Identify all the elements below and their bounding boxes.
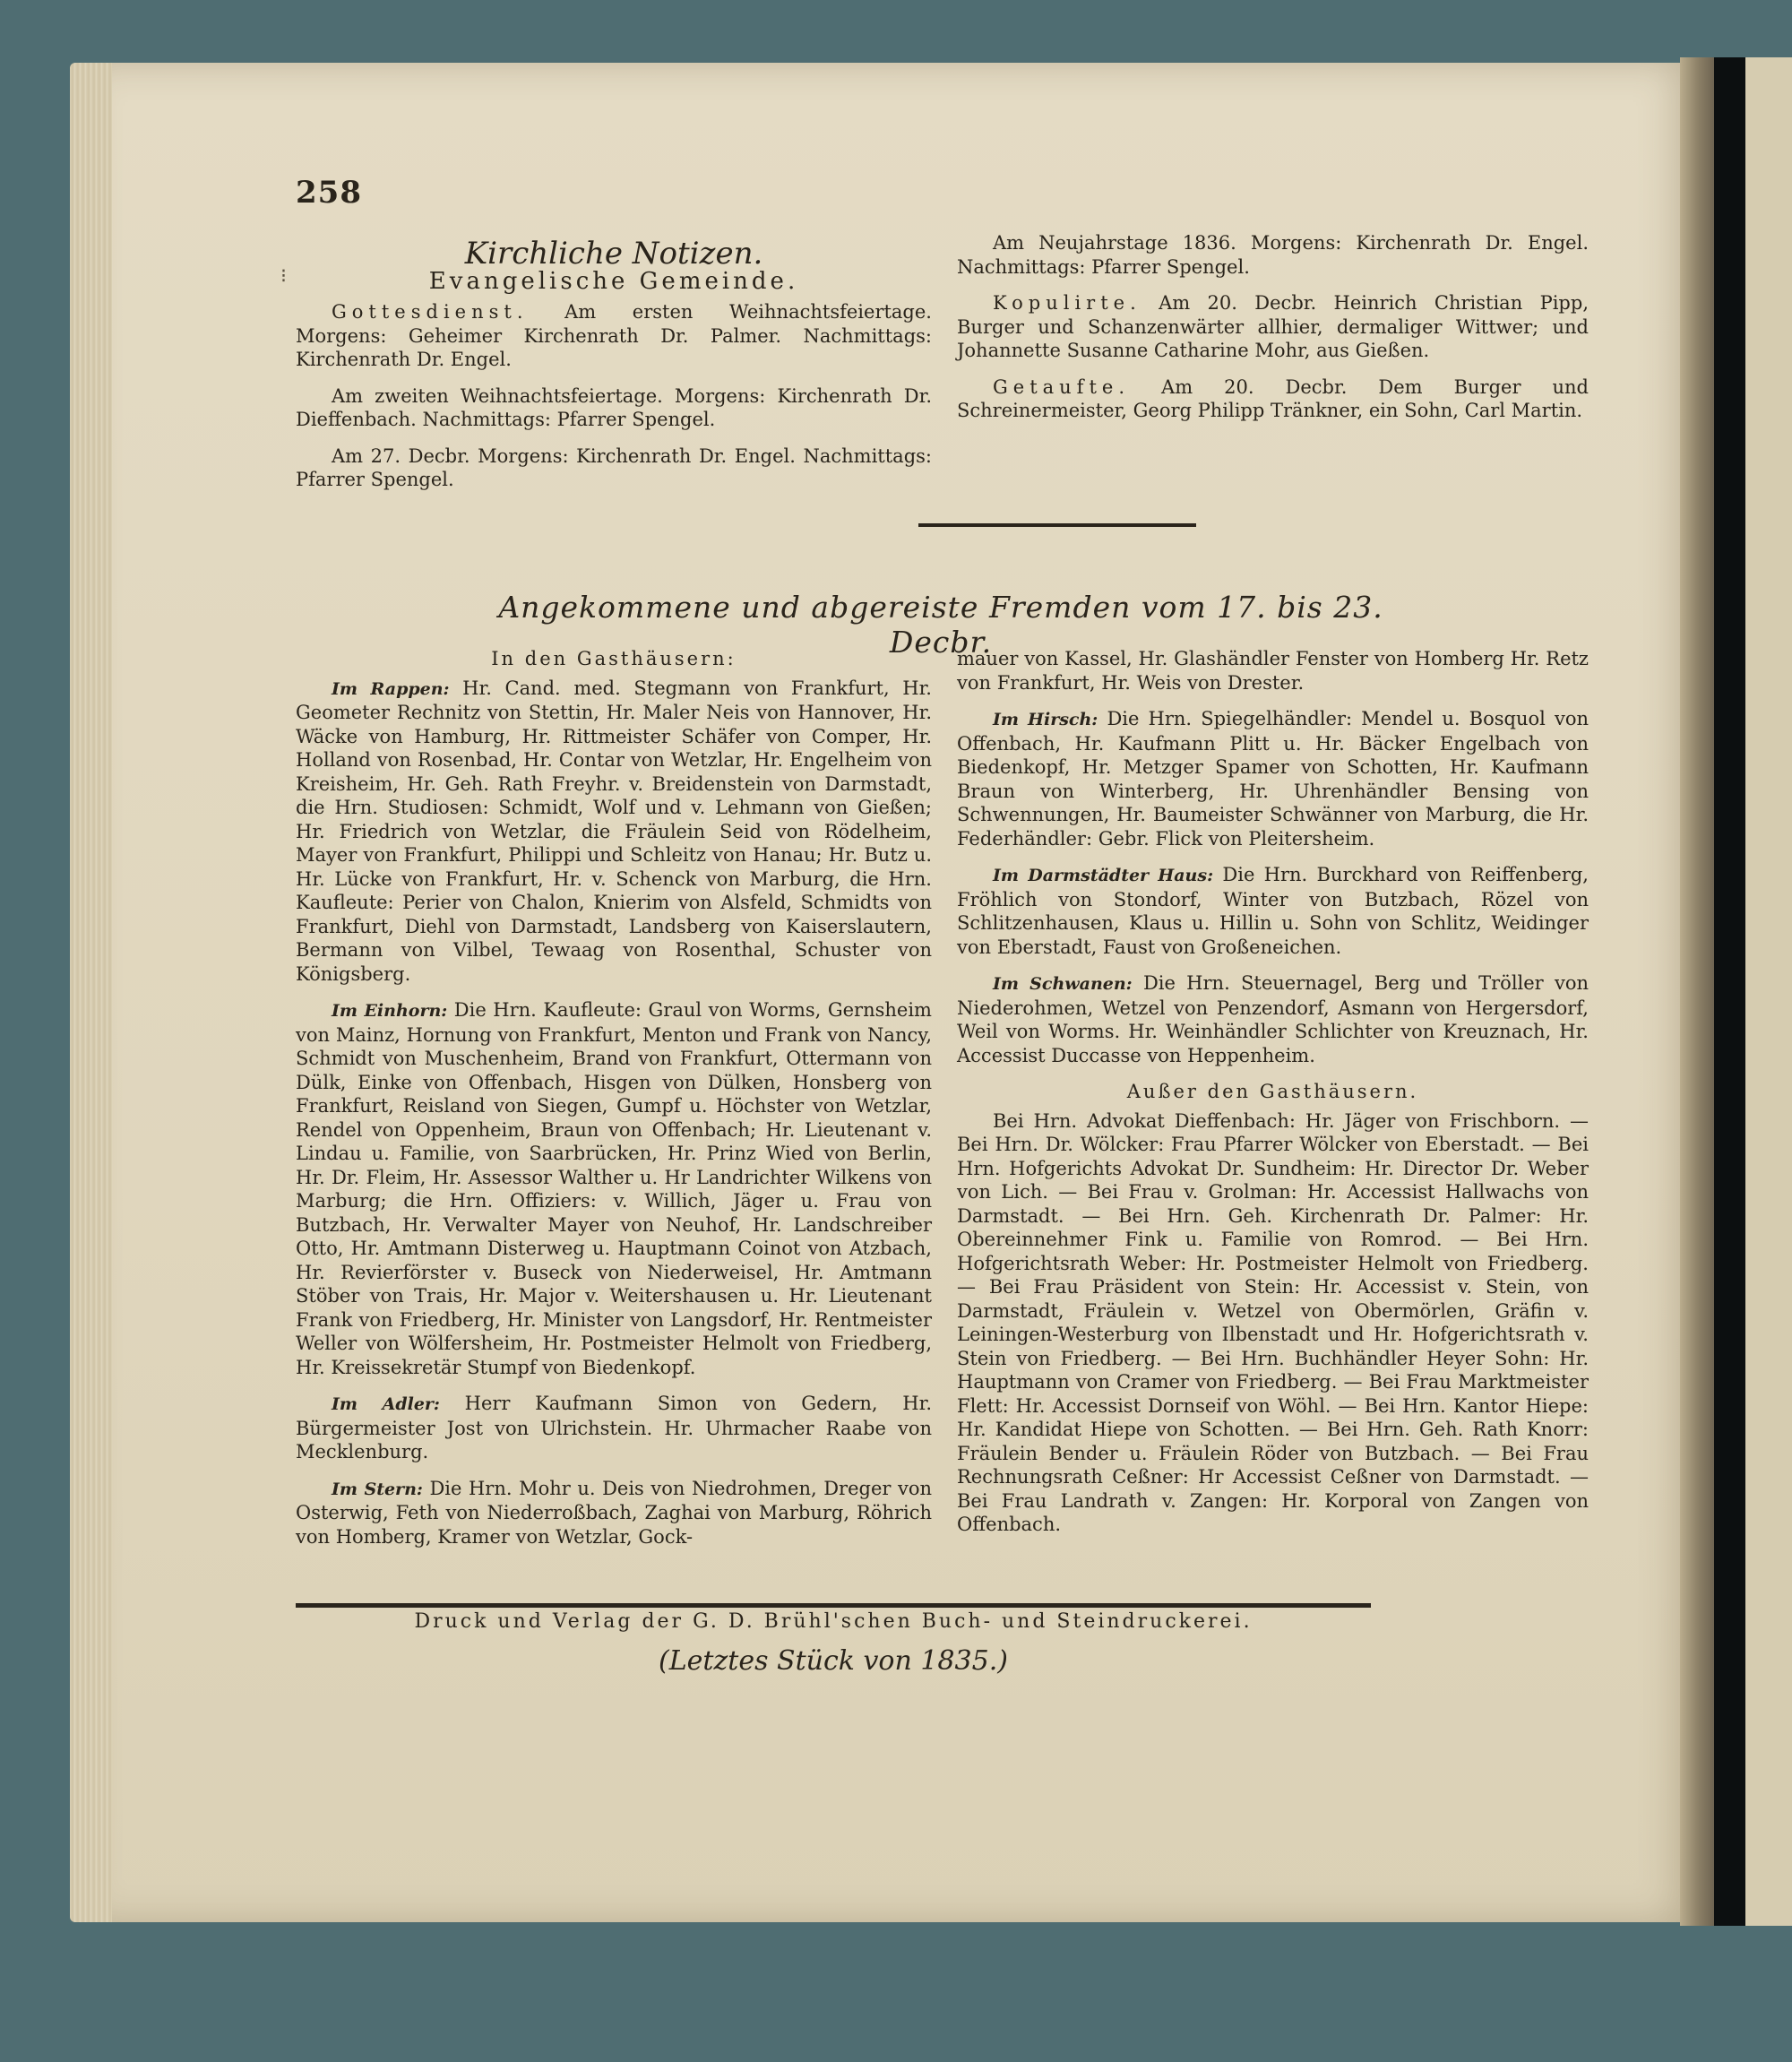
inn-entry-adler: Im Adler: Herr Kaufmann Simon von Gedern, Hr. Bürgermeister Jost von Ulrichstein. Hr. Uhrmacher Raabe von Mecklenburg. [296, 1393, 932, 1462]
private-lodgings-entry: Bei Hrn. Advokat Dieffenbach: Hr. Jäger von Frischborn. — Bei Hrn. Dr. Wölcker: Frau Pfarrer Wölcker von Eberstadt. — Bei Hrn. Hofgerichts Advokat Dr. Sundheim: Hr. Director Dr. Weber von Lich. — Bei Frau v. Grolman: Hr. Accessist Hallwachs von Darmstadt. — Bei Hrn. Geh. Kirchenrath Dr. Palmer: Hr. Obereinnehmer Fink u. Familie von Romrod. — Bei Hrn. Hofgerichtsrath Weber: Hr. Postmeister Helmolt von Friedberg. — Bei Frau Präsident von Stein: Hr. Accessist v. Stein, von Darmstadt, Fräulein v. Wetzel von Obermörlen, Gräfin v. Leiningen-Westerburg von Ilbenstadt und Hr. Hofgerichtsrath v. Stein von Friedberg. — Bei Hrn. Buchhändler Heyer Sohn: Hr. Hauptmann von Cramer von Friedberg. — Bei Frau Marktmeister Flett: Hr. Accessist Dornseif von Wöhl. — Bei Hrn. Kantor Hiepe: Hr. Kandidat Hiepe von Schotten. — Bei Hrn. Geh. Rath Knorr: Fräulein Bender u. Fräulein Röder von Butzbach. — Bei Frau Rechnungsrath Ceßner: Hr Accessist Ceßner von Darmstadt. — Bei Frau Landrath v. Zangen: Hr. Korporal von Zangen von Offenbach. [957, 1109, 1589, 1535]
church-notes-column [296, 236, 932, 505]
next-page-edge [1714, 57, 1792, 1926]
margin-mark: ⁝ [280, 265, 287, 288]
church-notes-title: Kirchliche Notizen. [464, 236, 763, 272]
visitors-left-column [296, 647, 932, 1561]
section-divider [918, 523, 1196, 527]
marriages-paragraph: Kopulirte. Am 20. Decbr. Heinrich Christian Pipp, Burger und Schanzenwärter allhier, dermaliger Wittwer; und Johannette Susanne Catharine Mohr, aus Gießen. [957, 292, 1589, 361]
church-notes-paragraph: Am 27. Decbr. Morgens: Kirchenrath Dr. Engel. Nachmittags: Pfarrer Spengel. [296, 444, 932, 490]
page-number: 258 [296, 175, 362, 211]
inns-subheading: In den Gasthäusern: [491, 648, 737, 669]
inn-entry-rappen: Im Rappen: Hr. Cand. med. Stegmann von Frankfurt, Hr. Geometer Rechnitz von Stettin, Hr. Maler Neis von Hannover, Hr. Wäcke von Hamburg, Hr. Rittmeister Schäfer von Comper, Hr. Holland von Rosenbad, Hr. Contar von Wetzlar, Hr. Engelheim von Kreisheim, Hr. Geh. Rath Freyhr. v. Breidenstein von Darmstadt, die Hrn. Studiosen: Schmidt, Wolf und v. Lehmann von Gießen; Hr. Friedrich von Wetzlar, die Fräulein Seid von Rödelheim, Mayer von Frankfurt, Philippi und Schleitz von Hanau; Hr. Butz u. Hr. Lücke von Frankfurt, Hr. v. Schenck von Marburg, die Hrn. Kaufleute: Perier von Chalon, Knierim von Alsfeld, Schmidts von Frankfurt, Diehl von Darmstadt, Landsberg von Kaiserslautern, Bermann von Vilbel, Tewaag von Rosenthal, Schuster von Königsberg. [296, 677, 932, 985]
visitors-heading: Angekommene und abgereiste Fremden vom 17. bis 23. Decbr. [498, 590, 1383, 660]
private-lodgings-subheading: Außer den Gasthäusern. [1126, 1081, 1419, 1102]
baptisms-paragraph: Getaufte. Am 20. Decbr. Dem Burger und Schreinermeister, Georg Philipp Tränkner, ein Sohn, Carl Martin. [957, 375, 1589, 421]
inn-entry-stern: Im Stern: Die Hrn. Mohr u. Deis von Niedrohmen, Dreger von Osterwig, Feth von Niederroßbach, Zaghai von Marburg, Röhrich von Homberg, Kramer von Wetzlar, Gock- [296, 1477, 932, 1548]
last-issue-note: (Letztes Stück von 1835.) [659, 1645, 1008, 1677]
inn-entry-darmstaedter-haus: Im Darmstädter Haus: Die Hrn. Burckhard von Reiffenberg, Fröhlich von Stondorf, Winter von Butzbach, Rözel von Schlitzenhausen, Klaus u. Hillin u. Sohn von Schlitz, Weidinger von Eberstadt, Faust von Großeneichen. [957, 864, 1589, 958]
inn-entry-hirsch: Im Hirsch: Die Hrn. Spiegelhändler: Mendel u. Bosquol von Offenbach, Hr. Kaufmann Plitt u. Hr. Bäcker Engelbach von Biedenkopf, Hr. Metzger Spamer von Schotten, Hr. Kaufmann Braun von Winterberg, Hr. Uhrenhändler Bensing von Schwennungen, Hr. Baumeister Schwänner von Marburg, die Hr. Federhändler: Gebr. Flick von Pleitersheim. [957, 708, 1589, 850]
inn-entry-continued: mauer von Kassel, Hr. Glashändler Fenster von Homberg Hr. Retz von Frankfurt, Hr. Weis von Drester. [957, 648, 1589, 694]
church-notes-subtitle: Evangelische Gemeinde. [428, 267, 799, 295]
inn-entry-einhorn: Im Einhorn: Die Hrn. Kaufleute: Graul von Worms, Gernsheim von Mainz, Hornung von Frankfurt, Menton und Frank von Nancy, Schmidt von Muschenheim, Brand von Frankfurt, Ottermann von Dülk, Einke von Offenbach, Hisgen von Dülken, Honsberg von Frankfurt, Reisland von Siegen, Gumpf u. Höchster von Wetzlar, Rendel von Oppenheim, Braun von Offenbach; Hr. Lieutenant v. Lindau u. Familie, von Saarbrücken, Hr. Prinz Wied von Berlin, Hr. Dr. Fleim, Hr. Assessor Walther u. Hr Landrichter Wilkens von Marburg; die Hrn. Offiziers: v. Willich, Jäger u. Frau von Butzbach, Hr. Verwalter Mayer von Neuhof, Hr. Landschreiber Otto, Hr. Amtmann Disterweg u. Hauptmann Coinot von Atzbach, Hr. Revierförster v. Buseck von Niederweisel, Hr. Amtmann Stöber von Trais, Hr. Major v. Weitershausen u. Hr. Lieutenant Frank von Friedberg, Hr. Minister von Langsdorf, Hr. Rentmeister Weller von Wölfersheim, Hr. Postmeister Helmolt von Friedberg, Hr. Kreissekretär Stumpf von Biedenkopf. [296, 999, 932, 1378]
book-gutter [1680, 57, 1714, 1926]
church-notes-continued-column [957, 231, 1589, 436]
church-notes-paragraph: Am zweiten Weihnachtsfeiertage. Morgens: Kirchenrath Dr. Dieffenbach. Nachmittags: Pfarrer Spengel. [296, 384, 932, 430]
visitors-right-column [957, 647, 1589, 1549]
church-notes-paragraph: Gottesdienst. Am ersten Weihnachtsfeiertage. Morgens: Geheimer Kirchenrath Dr. Palmer. Nachmittags: Kirchenrath Dr. Engel. [296, 301, 932, 370]
inn-entry-schwanen: Im Schwanen: Die Hrn. Steuernagel, Berg und Tröller von Niederohmen, Wetzel von Penzendorf, Asmann von Hergersdorf, Weil von Worms. Hr. Weinhändler Schlichter von Kreuznach, Hr. Accessist Duccasse von Heppenheim. [957, 972, 1589, 1066]
printer-imprint: Druck und Verlag der G. D. Brühl'schen Buch- und Steindruckerei. [414, 1610, 1253, 1633]
new-year-service: Am Neujahrstage 1836. Morgens: Kirchenrath Dr. Engel. Nachmittags: Pfarrer Spengel. [957, 232, 1589, 278]
imprint-rule [296, 1603, 1371, 1608]
